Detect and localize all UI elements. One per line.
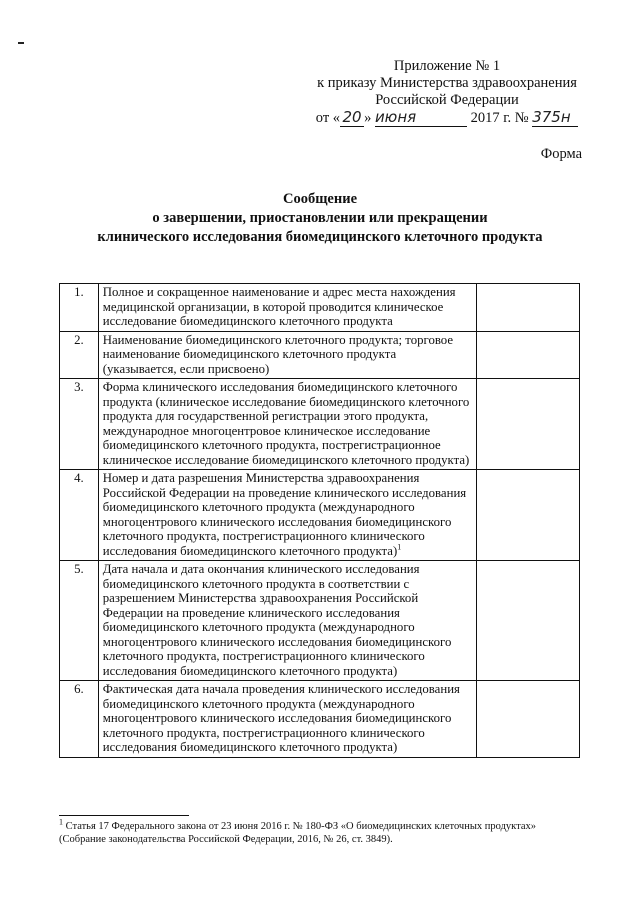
title-line-2: о завершении, приостановлении или прекращении <box>152 210 488 226</box>
row-number: 3. <box>60 379 99 470</box>
table-row <box>60 379 580 470</box>
document-title <box>60 190 580 247</box>
row-value-cell[interactable] <box>477 379 580 470</box>
title-line-1: Сообщение <box>282 191 358 207</box>
table-row <box>60 284 580 332</box>
date-prefix: от « <box>315 110 341 126</box>
appendix-header <box>312 58 582 127</box>
year-text: 2017 г. № <box>470 110 529 126</box>
row-text: Полное и сокращенное наименование и адрес места нахождения медицинской организации, в которой проводится клиническое исследование биомедицинского клеточного продукта <box>98 284 476 332</box>
row-value-cell[interactable] <box>477 284 580 332</box>
row-text: Форма клинического исследования биомедицинского клеточного продукта (клиническое исследование биомедицинского клеточного продукта для государственной регистрации этого продукта, международное многоцентровое клиническое исследование биомедицинского клеточного продукта, пострегистрационное клиническое исследование биомедицинского клеточного продукта) <box>98 379 476 470</box>
title-line-3: клинического исследования биомедицинского клеточного продукта <box>97 229 543 245</box>
handwritten-month: июня <box>375 109 467 127</box>
scan-mark <box>18 42 24 44</box>
handwritten-day: 20 <box>340 109 364 127</box>
table-row <box>60 470 580 561</box>
federation-name: Российской Федерации <box>375 92 519 108</box>
footnote-divider <box>59 815 189 816</box>
handwritten-order-number: 375н <box>532 109 578 127</box>
form-label: Форма <box>540 146 582 162</box>
row-number: 4. <box>60 470 99 561</box>
row-number: 6. <box>60 681 99 758</box>
row-value-cell[interactable] <box>477 470 580 561</box>
row-number: 5. <box>60 561 99 681</box>
table-row <box>60 561 580 681</box>
order-reference: к приказу Министерства здравоохранения <box>317 75 577 91</box>
footnote <box>59 817 584 846</box>
row-value-cell[interactable] <box>477 331 580 379</box>
row-number: 1. <box>60 284 99 332</box>
table-row <box>60 331 580 379</box>
row-text: Наименование биомедицинского клеточного продукта; торговое наименование биомедицинского клеточного продукта (указывается, если присвоено) <box>98 331 476 379</box>
row-text-with-footnote <box>98 470 476 561</box>
row-number: 2. <box>60 331 99 379</box>
row-text: Номер и дата разрешения Министерства здравоохранения Российской Федерации на проведение клинического исследования биомедицинского клеточного продукта (международного многоцентрового клинического исследования биомедицинского клеточного продукта, пострегистрационного клинического исследования биомедицинского клеточного продукта) <box>102 471 467 558</box>
footnote-marker: 1 <box>59 817 63 827</box>
report-table <box>59 283 580 758</box>
row-text: Фактическая дата начала проведения клинического исследования биомедицинского клеточного продукта (международного многоцентрового клинического исследования биомедицинского клеточного продукта, пострегистрационного клинического исследования биомедицинского клеточного продукта) <box>98 681 476 758</box>
order-date-line <box>312 109 582 127</box>
footnote-ref: 1 <box>397 542 402 552</box>
appendix-number: Приложение № 1 <box>393 58 501 74</box>
row-value-cell[interactable] <box>477 681 580 758</box>
footnote-text: Статья 17 Федерального закона от 23 июня 2016 г. № 180-ФЗ «О биомедицинских клеточных продуктах» (Собрание законодательства Российской Федерации, 2016, № 26, ст. 3849). <box>59 821 536 845</box>
row-value-cell[interactable] <box>477 561 580 681</box>
table-row <box>60 681 580 758</box>
date-mid: » <box>364 110 372 126</box>
row-text: Дата начала и дата окончания клинического исследования биомедицинского клеточного продукта в соответствии с разрешением Министерства здравоохранения Российской Федерации на проведение клинического исследования биомедицинского клеточного продукта (международного многоцентрового клинического исследования биомедицинского клеточного продукта, пострегистрационного клинического исследования биомедицинского клеточного продукта) <box>98 561 476 681</box>
